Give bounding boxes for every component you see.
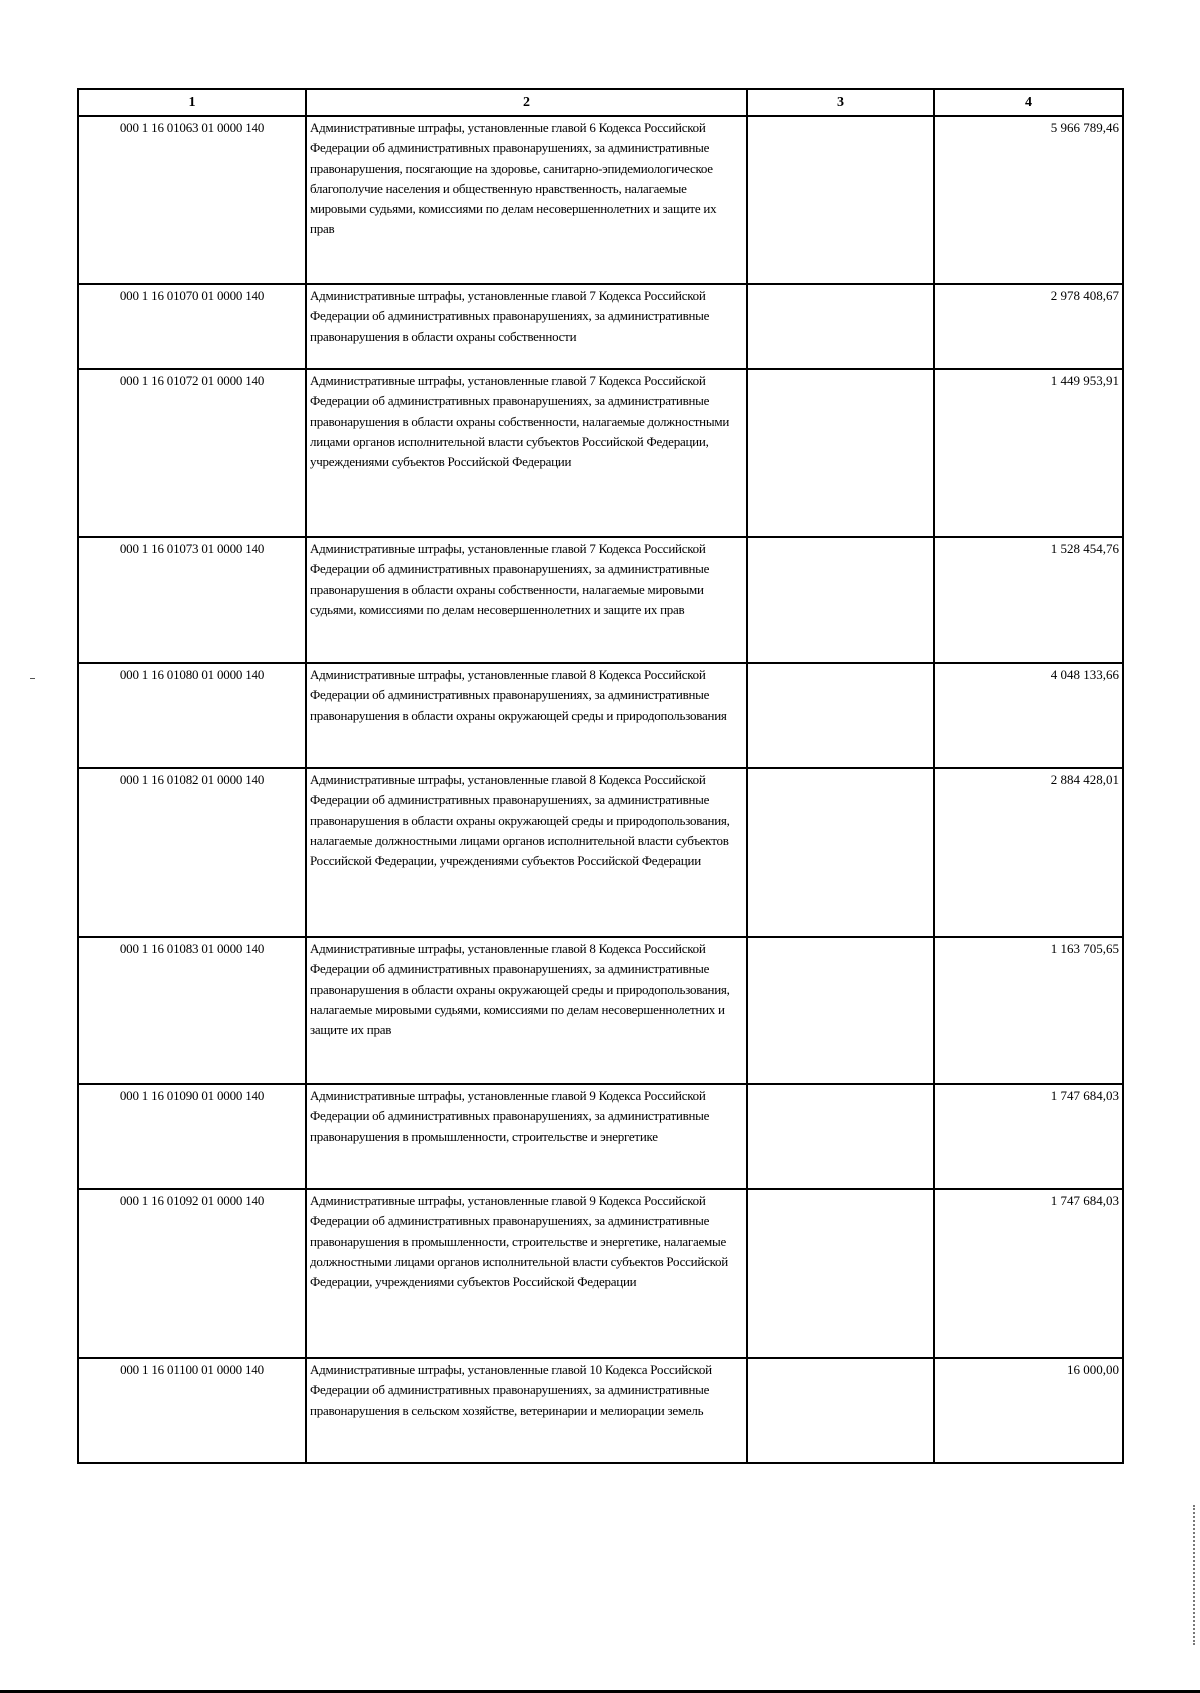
income-description: Административные штрафы, установленные главой 8 Кодекса Российской Федерации об административных правонарушениях, за административные правонарушения в области охраны окружающей среды и природопользования [306, 663, 747, 768]
budget-code: 000 1 16 01100 01 0000 140 [78, 1358, 306, 1463]
scan-speck [30, 678, 35, 679]
column-3-cell [747, 116, 934, 284]
table-row [78, 116, 1123, 284]
income-description: Административные штрафы, установленные главой 10 Кодекса Российской Федерации об административных правонарушениях, за административные правонарушения в сельском хозяйстве, ветеринарии и мелиорации земель [306, 1358, 747, 1463]
table-row [78, 663, 1123, 768]
table-row [78, 537, 1123, 663]
budget-code: 000 1 16 01073 01 0000 140 [78, 537, 306, 663]
table-row [78, 284, 1123, 369]
column-3-cell [747, 1189, 934, 1358]
column-header-3: 3 [747, 89, 934, 116]
table-row [78, 768, 1123, 937]
budget-code: 000 1 16 01063 01 0000 140 [78, 116, 306, 284]
table-row [78, 1189, 1123, 1358]
amount: 2 884 428,01 [934, 768, 1123, 937]
budget-code: 000 1 16 01083 01 0000 140 [78, 937, 306, 1084]
column-header-1: 1 [78, 89, 306, 116]
amount: 1 449 953,91 [934, 369, 1123, 537]
table-row [78, 1084, 1123, 1189]
budget-code: 000 1 16 01092 01 0000 140 [78, 1189, 306, 1358]
header-row [78, 89, 1123, 116]
table-row [78, 369, 1123, 537]
amount: 2 978 408,67 [934, 284, 1123, 369]
income-description: Административные штрафы, установленные главой 9 Кодекса Российской Федерации об административных правонарушениях, за административные правонарушения в промышленности, строительстве и энергетике [306, 1084, 747, 1189]
column-3-cell [747, 1084, 934, 1189]
income-description: Административные штрафы, установленные главой 8 Кодекса Российской Федерации об административных правонарушениях, за административные правонарушения в области охраны окружающей среды и природопользования, налагаемые мировыми судьями, комиссиями по делам несовершеннолетних и защите их прав [306, 937, 747, 1084]
budget-code: 000 1 16 01090 01 0000 140 [78, 1084, 306, 1189]
income-description: Административные штрафы, установленные главой 8 Кодекса Российской Федерации об административных правонарушениях, за административные правонарушения в области охраны окружающей среды и природопользования, налагаемые должностными лицами органов исполнительной власти субъектов Российской Федерации, учреждениями субъектов Российской Федерации [306, 768, 747, 937]
column-3-cell [747, 284, 934, 369]
amount: 5 966 789,46 [934, 116, 1123, 284]
amount: 1 163 705,65 [934, 937, 1123, 1084]
column-3-cell [747, 537, 934, 663]
table-row [78, 937, 1123, 1084]
income-description: Административные штрафы, установленные главой 9 Кодекса Российской Федерации об административных правонарушениях, за административные правонарушения в промышленности, строительстве и энергетике, налагаемые должностными лицами органов исполнительной власти субъектов Российской Федерации, учреждениями субъектов Российской Федерации [306, 1189, 747, 1358]
column-header-2: 2 [306, 89, 747, 116]
budget-code: 000 1 16 01070 01 0000 140 [78, 284, 306, 369]
scan-edge-mark [1193, 1505, 1197, 1645]
column-header-4: 4 [934, 89, 1123, 116]
document-sheet [77, 88, 1122, 1464]
income-description: Административные штрафы, установленные главой 6 Кодекса Российской Федерации об административных правонарушениях, за административные правонарушения, посягающие на здоровье, санитарно-эпидемиологическое благополучие населения и общественную нравственность, налагаемые мировыми судьями, комиссиями по делам несовершеннолетних и защите их прав [306, 116, 747, 284]
income-description: Административные штрафы, установленные главой 7 Кодекса Российской Федерации об административных правонарушениях, за административные правонарушения в области охраны собственности [306, 284, 747, 369]
budget-code: 000 1 16 01072 01 0000 140 [78, 369, 306, 537]
income-description: Административные штрафы, установленные главой 7 Кодекса Российской Федерации об административных правонарушениях, за административные правонарушения в области охраны собственности, налагаемые мировыми судьями, комиссиями по делам несовершеннолетних и защите их прав [306, 537, 747, 663]
amount: 1 528 454,76 [934, 537, 1123, 663]
amount: 4 048 133,66 [934, 663, 1123, 768]
amount: 16 000,00 [934, 1358, 1123, 1463]
column-3-cell [747, 937, 934, 1084]
column-3-cell [747, 369, 934, 537]
amount: 1 747 684,03 [934, 1189, 1123, 1358]
column-3-cell [747, 663, 934, 768]
budget-code: 000 1 16 01080 01 0000 140 [78, 663, 306, 768]
column-3-cell [747, 1358, 934, 1463]
column-3-cell [747, 768, 934, 937]
table-row [78, 1358, 1123, 1463]
budget-code: 000 1 16 01082 01 0000 140 [78, 768, 306, 937]
income-description: Административные штрафы, установленные главой 7 Кодекса Российской Федерации об административных правонарушениях, за административные правонарушения в области охраны собственности, налагаемые должностными лицами органов исполнительной власти субъектов Российской Федерации, учреждениями субъектов Российской Федерации [306, 369, 747, 537]
amount: 1 747 684,03 [934, 1084, 1123, 1189]
revenue-table [77, 88, 1124, 1464]
